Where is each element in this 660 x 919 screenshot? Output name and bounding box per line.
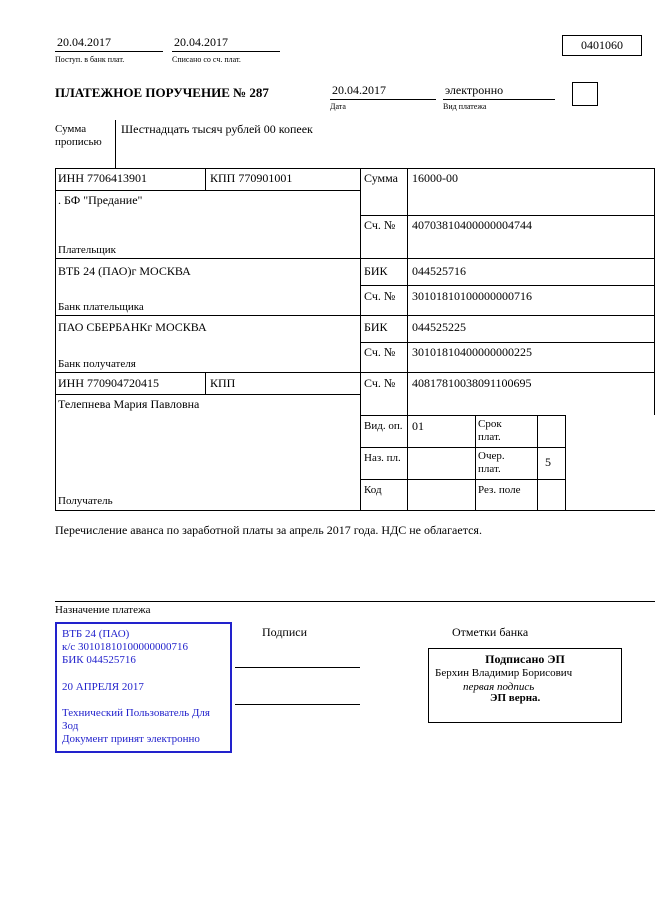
payment-kind-caption: Вид платежа bbox=[443, 102, 487, 111]
table-border-line bbox=[360, 285, 655, 286]
bank-stamp-line: БИК 044525716 bbox=[62, 654, 136, 667]
table-border-line bbox=[55, 372, 655, 373]
document-date-caption: Дата bbox=[330, 102, 346, 111]
payee-bank-account: 30101810400000000225 bbox=[412, 345, 532, 359]
table-border-line bbox=[55, 315, 655, 316]
amount-words-label: Сумма прописью bbox=[55, 123, 102, 148]
payer-account: 40703810400000004744 bbox=[412, 218, 532, 232]
payer-bank-bik: 044525716 bbox=[412, 264, 466, 278]
received-in-bank-date: 20.04.2017 bbox=[55, 36, 163, 52]
table-border-line bbox=[55, 168, 56, 510]
payee-account: 40817810038091100695 bbox=[412, 376, 532, 390]
sum-value: 16000-00 bbox=[412, 171, 458, 185]
table-border-line bbox=[654, 168, 655, 415]
payee-bank-caption: Банк получателя bbox=[58, 358, 136, 370]
document-date-field: 20.04.2017 bbox=[330, 84, 436, 100]
srok-plat-label: Срок плат. bbox=[478, 418, 502, 443]
table-border-line bbox=[55, 190, 360, 191]
payment-kind-field: электронно bbox=[443, 84, 555, 100]
bank-stamp-line: ВТБ 24 (ПАО) bbox=[62, 628, 130, 640]
debited-from-account-caption: Списано со сч. плат. bbox=[172, 55, 241, 64]
form-code-box: 0401060 bbox=[562, 35, 642, 56]
payee-bank-bik: 044525225 bbox=[412, 320, 466, 334]
payee-bank-account-label: Сч. № bbox=[364, 345, 396, 359]
table-border-line bbox=[205, 168, 206, 190]
ep-signature-stamp bbox=[428, 648, 622, 723]
payer-bank-account: 30101810100000000716 bbox=[412, 289, 532, 303]
payer-bank-caption: Банк плательщика bbox=[58, 301, 144, 313]
table-border-line bbox=[55, 510, 655, 511]
payer-bank-name: ВТБ 24 (ПАО)г МОСКВА bbox=[58, 264, 191, 278]
page-title: ПЛАТЕЖНОЕ ПОРУЧЕНИЕ № 287 bbox=[55, 85, 269, 100]
bank-stamp-line: 20 АПРЕЛЯ 2017 bbox=[62, 680, 144, 693]
table-border-line bbox=[360, 415, 565, 416]
amount-words-divider bbox=[115, 120, 116, 168]
table-border-line bbox=[55, 394, 360, 395]
debited-from-account-date: 20.04.2017 bbox=[172, 36, 280, 52]
table-border-line bbox=[360, 215, 655, 216]
table-border-line bbox=[55, 168, 655, 169]
payee-caption: Получатель bbox=[58, 495, 113, 507]
bank-stamp-box bbox=[55, 622, 232, 753]
sum-label: Сумма bbox=[364, 171, 398, 185]
table-border-line bbox=[55, 258, 655, 259]
ocher-plat-value: 5 bbox=[545, 455, 551, 469]
table-border-line bbox=[360, 342, 655, 343]
table-border-line bbox=[360, 479, 565, 480]
payee-bank-bik-label: БИК bbox=[364, 320, 388, 334]
table-border-line bbox=[360, 168, 361, 510]
signature-line bbox=[235, 704, 360, 705]
table-border-line bbox=[407, 168, 408, 510]
amount-words-value: Шестнадцать тысяч рублей 00 копеек bbox=[121, 122, 313, 136]
payer-inn: ИНН 7706413901 bbox=[58, 171, 147, 185]
payee-kpp-label: КПП bbox=[210, 376, 236, 390]
bank-marks-title: Отметки банка bbox=[452, 625, 529, 639]
kod-label: Код bbox=[364, 484, 382, 496]
received-in-bank-caption: Поступ. в банк плат. bbox=[55, 55, 125, 64]
payer-account-label: Сч. № bbox=[364, 218, 396, 232]
ep-stamp-verified: ЭП верна. bbox=[490, 691, 541, 704]
payee-account-label: Сч. № bbox=[364, 376, 396, 390]
rez-pole-label: Рез. поле bbox=[478, 484, 521, 496]
payer-bank-account-label: Сч. № bbox=[364, 289, 396, 303]
naz-pl-label: Наз. пл. bbox=[364, 452, 401, 464]
bank-stamp-line: к/с 30101810100000000716 bbox=[62, 641, 189, 654]
table-border-line bbox=[475, 415, 476, 510]
bank-stamp-line: Документ принят электронно bbox=[62, 733, 200, 746]
signatures-title: Подписи bbox=[262, 625, 308, 639]
payee-name: Телепнева Мария Павловна bbox=[58, 397, 200, 411]
payer-bank-bik-label: БИК bbox=[364, 264, 388, 278]
payee-inn: ИНН 770904720415 bbox=[58, 376, 159, 390]
status-box bbox=[572, 82, 598, 106]
payer-caption: Плательщик bbox=[58, 244, 116, 256]
signature-line bbox=[235, 667, 360, 668]
ep-stamp-title: Подписано ЭП bbox=[485, 652, 565, 666]
table-border-line bbox=[537, 415, 538, 510]
ocher-plat-label: Очер. плат. bbox=[478, 450, 505, 475]
ep-stamp-signer: Берхин Владимир Борисович bbox=[435, 667, 573, 679]
bank-stamp-line: Технический Пользователь Для Зод bbox=[62, 706, 210, 732]
ep-stamp-signature-kind: первая подпись bbox=[463, 680, 535, 693]
table-border-line bbox=[565, 415, 566, 510]
table-border-line bbox=[205, 372, 206, 394]
vid-op-value: 01 bbox=[412, 419, 424, 433]
payee-bank-name: ПАО СБЕРБАНКг МОСКВА bbox=[58, 320, 207, 334]
purpose-line bbox=[55, 601, 655, 602]
vid-op-label: Вид. оп. bbox=[364, 420, 403, 432]
purpose-text: Перечисление аванса по заработной платы за апрель 2017 года. НДС не облагается. bbox=[55, 523, 482, 537]
table-border-line bbox=[360, 447, 565, 448]
payer-kpp: КПП 770901001 bbox=[210, 171, 293, 185]
purpose-caption: Назначение платежа bbox=[55, 604, 151, 616]
payer-name: . БФ "Предание" bbox=[58, 193, 143, 207]
